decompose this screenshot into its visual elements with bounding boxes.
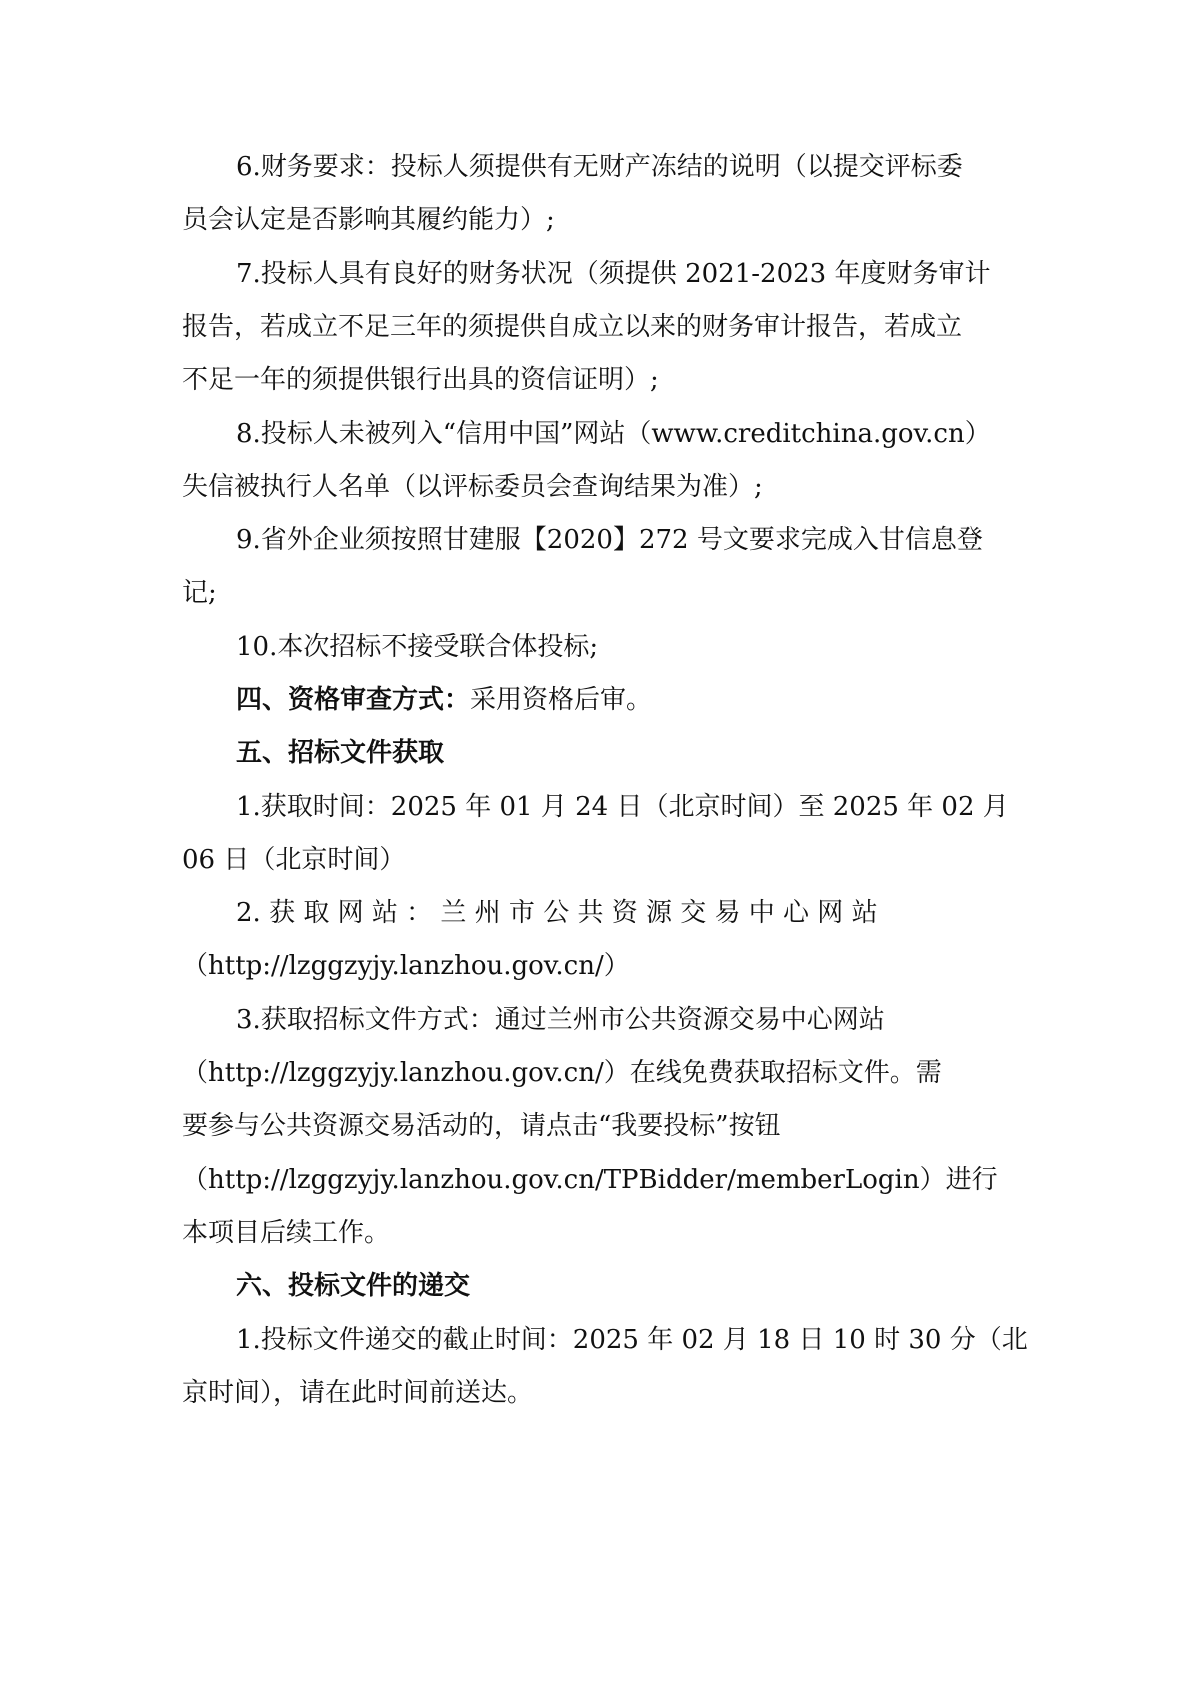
text-line: 失信被执行人名单（以评标委员会查询结果为准）; — [182, 472, 763, 502]
member-login-link[interactable]: （http://lzggzyjy.lanzhou.gov.cn/TPBidder/memberLogin）进行 — [182, 1165, 998, 1195]
text-line-out-of-province: 9.省外企业须按照甘建服【2020】272 号文要求完成入甘信息登 — [236, 525, 983, 555]
text-line: 不足一年的须提供银行出具的资信证明）; — [182, 365, 659, 395]
text-line: 员会认定是否影响其履约能力）; — [182, 205, 555, 235]
text-line-no-consortium: 10.本次招标不接受联合体投标; — [236, 632, 599, 662]
text-line-acquisition-website: 2. 获 取 网 站 ： 兰 州 市 公 共 资 源 交 易 中 心 网 站 — [236, 898, 878, 928]
section-text: 采用资格后审。 — [470, 685, 653, 715]
text-line-submission-deadline: 1.投标文件递交的截止时间：2025 年 02 月 18 日 10 时 30 分（北 — [236, 1325, 1028, 1355]
text-line: 京时间），请在此时间前送达。 — [182, 1378, 534, 1408]
text-line: 本项目后续工作。 — [182, 1218, 391, 1248]
text-line: 06 日（北京时间） — [182, 845, 406, 875]
text-line: 要参与公共资源交易活动的，请点击“我要投标”按钮 — [182, 1111, 781, 1141]
section-heading-tender-documents: 五、招标文件获取 — [236, 738, 445, 768]
text-line: 报告，若成立不足三年的须提供自成立以来的财务审计报告，若成立 — [182, 312, 963, 342]
text-line: （http://lzggzyjy.lanzhou.gov.cn/）在线免费获取招标文件。需 — [182, 1058, 942, 1088]
text-line-credit-china: 8.投标人未被列入“信用中国”网站（www.creditchina.gov.cn） — [236, 419, 991, 449]
text-line: 记; — [182, 578, 217, 608]
text-line-financial-status: 7.投标人具有良好的财务状况（须提供 2021-2023 年度财务审计 — [236, 259, 991, 289]
text-line-financial-requirement: 6.财务要求：投标人须提供有无财产冻结的说明（以提交评标委 — [236, 152, 963, 182]
section-heading: 四、资格审查方式： — [236, 685, 471, 715]
section-qualification-review — [236, 680, 1012, 720]
website-link[interactable]: （http://lzggzyjy.lanzhou.gov.cn/） — [182, 951, 630, 981]
text-line-acquisition-time: 1.获取时间：2025 年 01 月 24 日（北京时间）至 2025 年 02 月 — [236, 792, 1009, 822]
section-heading-bid-submission: 六、投标文件的递交 — [236, 1271, 471, 1301]
text-line-acquisition-method: 3.获取招标文件方式：通过兰州市公共资源交易中心网站 — [236, 1005, 885, 1035]
